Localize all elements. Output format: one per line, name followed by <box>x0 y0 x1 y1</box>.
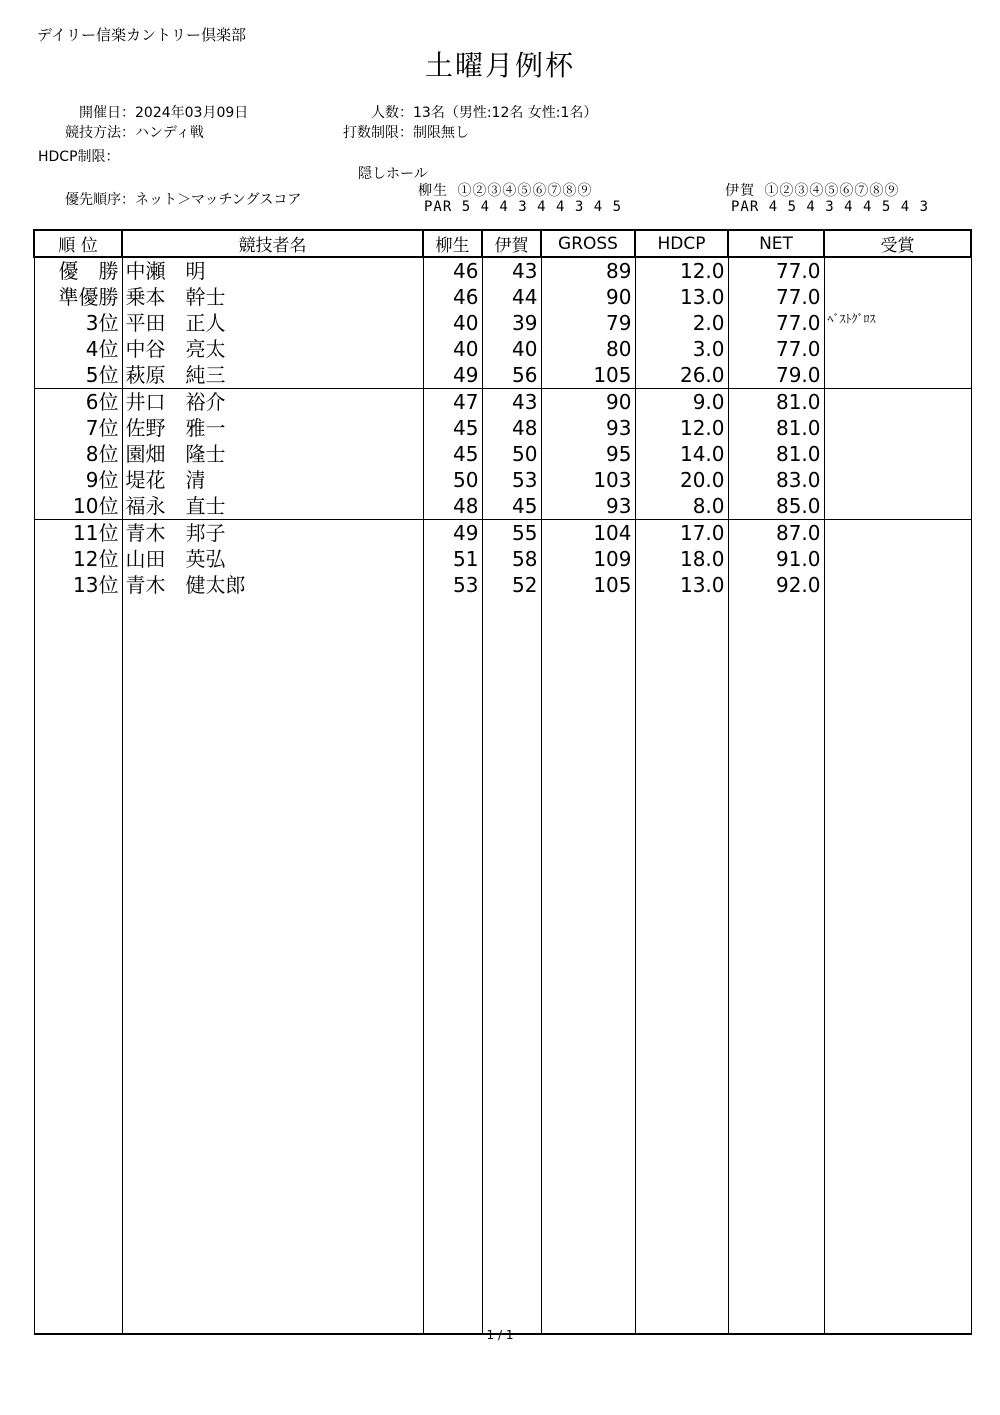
cell-net: 81.0 <box>728 415 824 441</box>
cell-out: 40 <box>423 310 482 336</box>
cell-award <box>824 389 971 416</box>
cell-name: 青木 邦子 <box>122 520 423 547</box>
cell-out: 46 <box>423 284 482 310</box>
cell-gross: 95 <box>541 441 635 467</box>
players-value: 13名（男性:12名 女性:1名） <box>413 105 598 121</box>
table-row <box>34 441 971 467</box>
course-out-hole-numbers: ①②③④⑤⑥⑦⑧⑨ <box>457 183 593 199</box>
cell-gross: 105 <box>541 572 635 598</box>
cell-gross: 90 <box>541 284 635 310</box>
date-label: 開催日： <box>79 105 135 121</box>
cell-name: 青木 健太郎 <box>122 572 423 598</box>
cell-in: 48 <box>482 415 541 441</box>
cell-award <box>824 441 971 467</box>
cell-net: 77.0 <box>728 257 824 284</box>
cell-out: 50 <box>423 467 482 493</box>
cell-in: 43 <box>482 257 541 284</box>
cell-name: 園畑 隆士 <box>122 441 423 467</box>
cell-net: 83.0 <box>728 467 824 493</box>
cell-gross: 80 <box>541 336 635 362</box>
cell-rank: 9位 <box>34 467 122 493</box>
cell-rank: 準優勝 <box>34 284 122 310</box>
players-label: 人数： <box>371 105 413 121</box>
cell-gross: 90 <box>541 389 635 416</box>
stroke-limit-row <box>305 122 469 142</box>
priority-value: ネット＞マッチングスコア <box>135 192 302 208</box>
course-in-name: 伊賀 <box>725 183 755 199</box>
col-out: 柳生 <box>423 230 482 257</box>
cell-gross: 79 <box>541 310 635 336</box>
cell-name: 堤花 清 <box>122 467 423 493</box>
hidden-holes-label: 隠しホール <box>358 166 428 182</box>
cell-hdcp: 18.0 <box>635 546 728 572</box>
cell-name: 佐野 雅一 <box>122 415 423 441</box>
course-out-holes <box>418 180 592 200</box>
cell-award <box>824 415 971 441</box>
table-blank-area <box>34 598 971 1334</box>
cell-name: 井口 裕介 <box>122 389 423 416</box>
cell-rank: 7位 <box>34 415 122 441</box>
table-row <box>34 493 971 520</box>
cell-rank: 8位 <box>34 441 122 467</box>
cell-name: 平田 正人 <box>122 310 423 336</box>
cell-award <box>824 520 971 547</box>
format-row <box>45 122 204 142</box>
cell-hdcp: 13.0 <box>635 572 728 598</box>
cell-out: 51 <box>423 546 482 572</box>
cell-hdcp: 26.0 <box>635 362 728 389</box>
format-label: 競技方法： <box>65 125 135 141</box>
cell-award <box>824 493 971 520</box>
cell-award <box>824 284 971 310</box>
table-header-row <box>34 230 971 257</box>
cell-out: 48 <box>423 493 482 520</box>
col-hdcp: HDCP <box>635 230 728 257</box>
hdcp-limit-label: HDCP制限： <box>38 149 120 165</box>
cell-in: 53 <box>482 467 541 493</box>
cell-net: 92.0 <box>728 572 824 598</box>
cell-out: 45 <box>423 441 482 467</box>
course-in-hole-numbers: ①②③④⑤⑥⑦⑧⑨ <box>764 183 900 199</box>
cell-name: 中瀬 明 <box>122 257 423 284</box>
table-row <box>34 520 971 547</box>
cell-in: 40 <box>482 336 541 362</box>
cell-rank: 13位 <box>34 572 122 598</box>
cell-name: 中谷 亮太 <box>122 336 423 362</box>
cell-gross: 89 <box>541 257 635 284</box>
cell-in: 39 <box>482 310 541 336</box>
cell-name: 乗本 幹士 <box>122 284 423 310</box>
cell-hdcp: 14.0 <box>635 441 728 467</box>
col-in: 伊賀 <box>482 230 541 257</box>
cell-net: 87.0 <box>728 520 824 547</box>
cell-rank: 6位 <box>34 389 122 416</box>
cell-out: 40 <box>423 336 482 362</box>
cell-gross: 109 <box>541 546 635 572</box>
cell-hdcp: 20.0 <box>635 467 728 493</box>
table-row <box>34 389 971 416</box>
format-value: ハンディ戦 <box>135 125 204 141</box>
cell-award <box>824 336 971 362</box>
stroke-limit-value: 制限無し <box>413 125 469 141</box>
cell-net: 81.0 <box>728 389 824 416</box>
table-row <box>34 257 971 284</box>
cell-hdcp: 3.0 <box>635 336 728 362</box>
col-gross: GROSS <box>541 230 635 257</box>
cell-net: 77.0 <box>728 310 824 336</box>
cell-out: 45 <box>423 415 482 441</box>
cell-gross: 93 <box>541 493 635 520</box>
page-number: 1 / 1 <box>486 1328 514 1342</box>
cell-in: 45 <box>482 493 541 520</box>
table-row <box>34 336 971 362</box>
table-row <box>34 362 971 389</box>
priority-row <box>45 189 301 209</box>
cell-in: 55 <box>482 520 541 547</box>
cell-hdcp: 12.0 <box>635 257 728 284</box>
cell-in: 50 <box>482 441 541 467</box>
cell-gross: 103 <box>541 467 635 493</box>
cell-out: 47 <box>423 389 482 416</box>
cell-net: 91.0 <box>728 546 824 572</box>
cell-rank: 3位 <box>34 310 122 336</box>
cell-award <box>824 362 971 389</box>
stroke-limit-label: 打数制限： <box>343 125 413 141</box>
date-value: 2024年03月09日 <box>135 105 249 121</box>
cell-gross: 105 <box>541 362 635 389</box>
cell-award <box>824 257 971 284</box>
cell-gross: 93 <box>541 415 635 441</box>
cell-hdcp: 9.0 <box>635 389 728 416</box>
cell-rank: 5位 <box>34 362 122 389</box>
cell-net: 79.0 <box>728 362 824 389</box>
cell-gross: 104 <box>541 520 635 547</box>
course-out-name: 柳生 <box>418 183 448 199</box>
page-title: 土曜月例杯 <box>424 49 575 82</box>
table-row <box>34 467 971 493</box>
cell-net: 81.0 <box>728 441 824 467</box>
cell-net: 77.0 <box>728 336 824 362</box>
cell-in: 43 <box>482 389 541 416</box>
cell-rank: 4位 <box>34 336 122 362</box>
table-row <box>34 415 971 441</box>
cell-net: 85.0 <box>728 493 824 520</box>
col-award: 受賞 <box>824 230 971 257</box>
table-row <box>34 572 971 598</box>
table-row <box>34 310 971 336</box>
cell-name: 山田 英弘 <box>122 546 423 572</box>
cell-out: 49 <box>423 362 482 389</box>
cell-rank: 優 勝 <box>34 257 122 284</box>
priority-label: 優先順序： <box>65 192 135 208</box>
cell-award <box>824 546 971 572</box>
cell-rank: 10位 <box>34 493 122 520</box>
course-out-par: PAR 5 4 4 3 4 4 3 4 5 <box>424 199 623 215</box>
cell-hdcp: 13.0 <box>635 284 728 310</box>
cell-out: 49 <box>423 520 482 547</box>
cell-hdcp: 2.0 <box>635 310 728 336</box>
cell-hdcp: 17.0 <box>635 520 728 547</box>
table-row <box>34 284 971 310</box>
club-name: デイリー信楽カントリー倶楽部 <box>37 26 246 44</box>
col-net: NET <box>728 230 824 257</box>
cell-name: 萩原 純三 <box>122 362 423 389</box>
cell-in: 56 <box>482 362 541 389</box>
cell-rank: 11位 <box>34 520 122 547</box>
cell-hdcp: 12.0 <box>635 415 728 441</box>
col-name: 競技者名 <box>122 230 423 257</box>
results-table <box>33 229 972 1335</box>
course-in-par: PAR 4 5 4 3 4 4 5 4 3 <box>731 199 930 215</box>
cell-in: 52 <box>482 572 541 598</box>
cell-out: 46 <box>423 257 482 284</box>
date-row <box>45 102 248 122</box>
cell-hdcp: 8.0 <box>635 493 728 520</box>
table-row <box>34 546 971 572</box>
cell-award: ﾍﾞｽﾄｸﾞﾛｽ <box>824 310 971 336</box>
cell-net: 77.0 <box>728 284 824 310</box>
course-in-holes <box>725 180 899 200</box>
cell-name: 福永 直士 <box>122 493 423 520</box>
cell-in: 44 <box>482 284 541 310</box>
cell-in: 58 <box>482 546 541 572</box>
cell-out: 53 <box>423 572 482 598</box>
cell-award <box>824 467 971 493</box>
players-row <box>305 102 597 122</box>
cell-rank: 12位 <box>34 546 122 572</box>
col-rank: 順 位 <box>34 230 122 257</box>
cell-award <box>824 572 971 598</box>
